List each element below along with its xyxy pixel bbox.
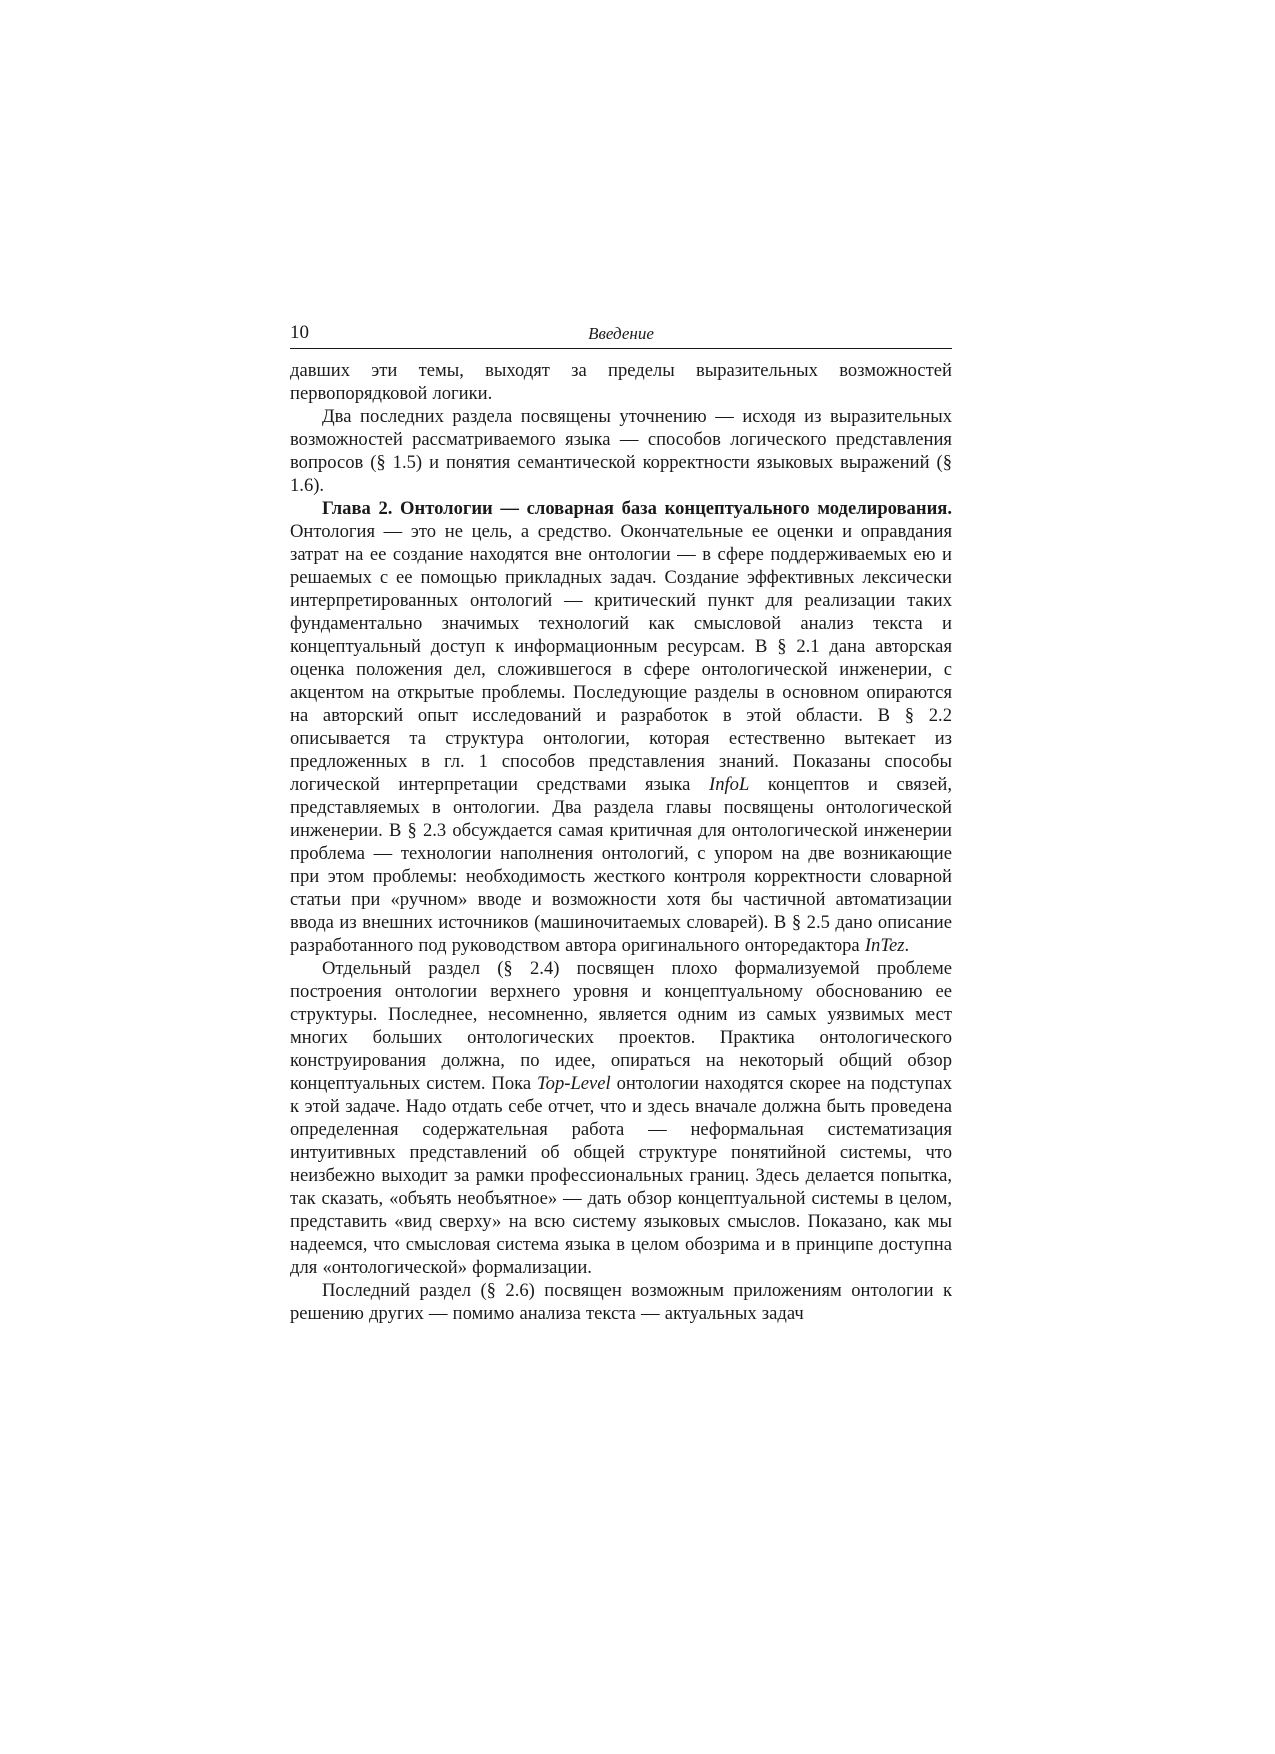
paragraph-3-text-a: Онтология — это не цель, а средство. Окончательные ее оценки и оправдания затрат на ее создание находятся вне онтологии — в сфере поддерживаемых ею и решаемых с ее помощью прикладных задач. Создание эффективных лексически интерпретированных онтологий — критический пункт для реализации таких фундаментально значимых технологий как смысловой анализ текста и концептуальный доступ к информационным ресурсам. В § 2.1 дана авторская оценка положения дел, сложившегося в сфере онтологической инженерии, с акцентом на открытые проблемы. Последующие разделы в основном опираются на авторский опыт исследований и разработок в этой области. В § 2.2 описывается та структура онтологии, которая естественно вытекает из предложенных в гл. 1 способов представления знаний. Показаны способы логической интерпретации средствами языка	[290, 521, 952, 795]
intez-term: InTez	[864, 935, 905, 956]
top-level-term: Top-Level	[537, 1073, 611, 1094]
page-number: 10	[290, 322, 309, 343]
paragraph-4	[290, 957, 952, 1279]
chapter-2-heading: Глава 2. Онтологии — словарная база концептуального моделирования.	[322, 498, 952, 519]
running-title: Введение	[588, 324, 654, 343]
paragraph-2: Два последних раздела посвящены уточнению — исходя из выразительных возможностей рассматриваемого языка — способов логического представления вопросов (§ 1.5) и понятия семантической корректности языковых выражений (§ 1.6).	[290, 406, 952, 496]
paragraph-4-text-b: онтологии находятся скорее на подступах к этой задаче. Надо отдать себе отчет, что и здесь вначале должна быть проведена определенная содержательная работа — неформальная систематизация интуитивных представлений об общей структуре понятийной системы, что неизбежно выходит за рамки профессиональных границ. Здесь делается попытка, так сказать, «объять необъятное» — дать обзор концептуальной системы в целом, представить «вид сверху» на всю систему языковых смыслов. Показано, как мы надеемся, что смысловая система языка в целом обозрима и в принципе доступна для «онтологической» формализации.	[290, 1073, 952, 1278]
paragraph-3	[290, 497, 952, 957]
paragraph-4-text-a: Отдельный раздел (§ 2.4) посвящен плохо формализуемой проблеме построения онтологии верхнего уровня и концептуальному обоснованию ее структуры. Последнее, несомненно, является одним из самых уязвимых мест многих больших онтологических проектов. Практика онтологического конструирования должна, по идее, опираться на некоторый общий обзор концептуальных систем. Пока	[290, 958, 952, 1094]
paragraph-3-text-b: концептов и связей, представляемых в онтологии. Два раздела главы посвящены онтологической инженерии. В § 2.3 обсуждается самая критичная для онтологической инженерии проблема — технологии наполнения онтологий, с упором на две возникающие при этом проблемы: необходимость жесткого контроля корректности словарной статьи при «ручном» вводе и возможности хотя бы частичной автоматизации ввода из внешних источников (машиночитаемых словарей). В § 2.5 дано описание разработанного под руководством автора оригинального онторедактора	[290, 774, 952, 956]
infol-term: InfoL	[709, 774, 750, 795]
book-page	[290, 322, 952, 1325]
paragraph-3-text-c: .	[904, 935, 910, 956]
running-head	[290, 322, 952, 349]
paragraph-5: Последний раздел (§ 2.6) посвящен возможным приложениям онтологии к решению других — помимо анализа текста — актуальных задач	[290, 1280, 952, 1324]
page-body	[290, 359, 952, 1325]
paragraph-1: давших эти темы, выходят за пределы выразительных возможностей первопорядковой логики.	[290, 360, 952, 404]
